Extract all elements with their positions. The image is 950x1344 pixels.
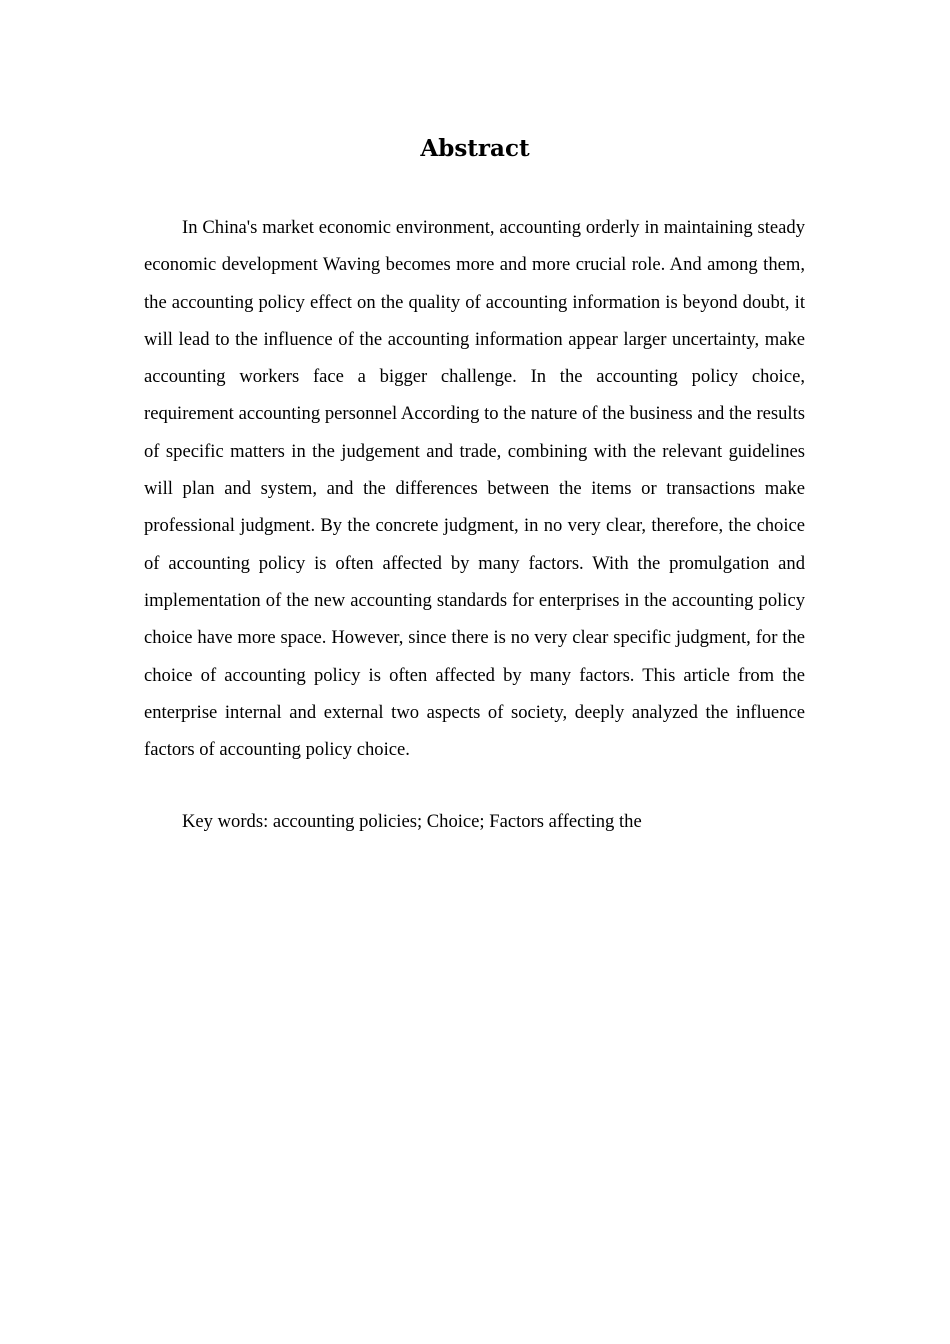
abstract-paragraph: In China's market economic environment, accounting orderly in maintaining steady economic development Waving becomes more and more crucial role. And among them, the accounting policy effect on the quality of accounting information is beyond doubt, it will lead to the influence of the accounting information appear larger uncertainty, make accounting workers face a bigger challenge. In the accounting policy choice, requirement accounting personnel According to the nature of the business and the results of specific matters in the judgement and trade, combining with the relevant guidelines will plan and system, and the differences between the items or transactions make professional judgment. By the concrete judgment, in no very clear, therefore, the choice of accounting policy is often affected by many factors. With the promulgation and implementation of the new accounting standards for enterprises in the accounting policy choice have more space. However, since there is no very clear specific judgment, for the choice of accounting policy is often affected by many factors. This article from the enterprise internal and external two aspects of society, deeply analyzed the influence factors of accounting policy choice. — [144, 217, 805, 761]
page-title: Abstract — [420, 135, 530, 162]
keywords-line: Key words: accounting policies; Choice; Factors affecting the — [182, 811, 642, 832]
